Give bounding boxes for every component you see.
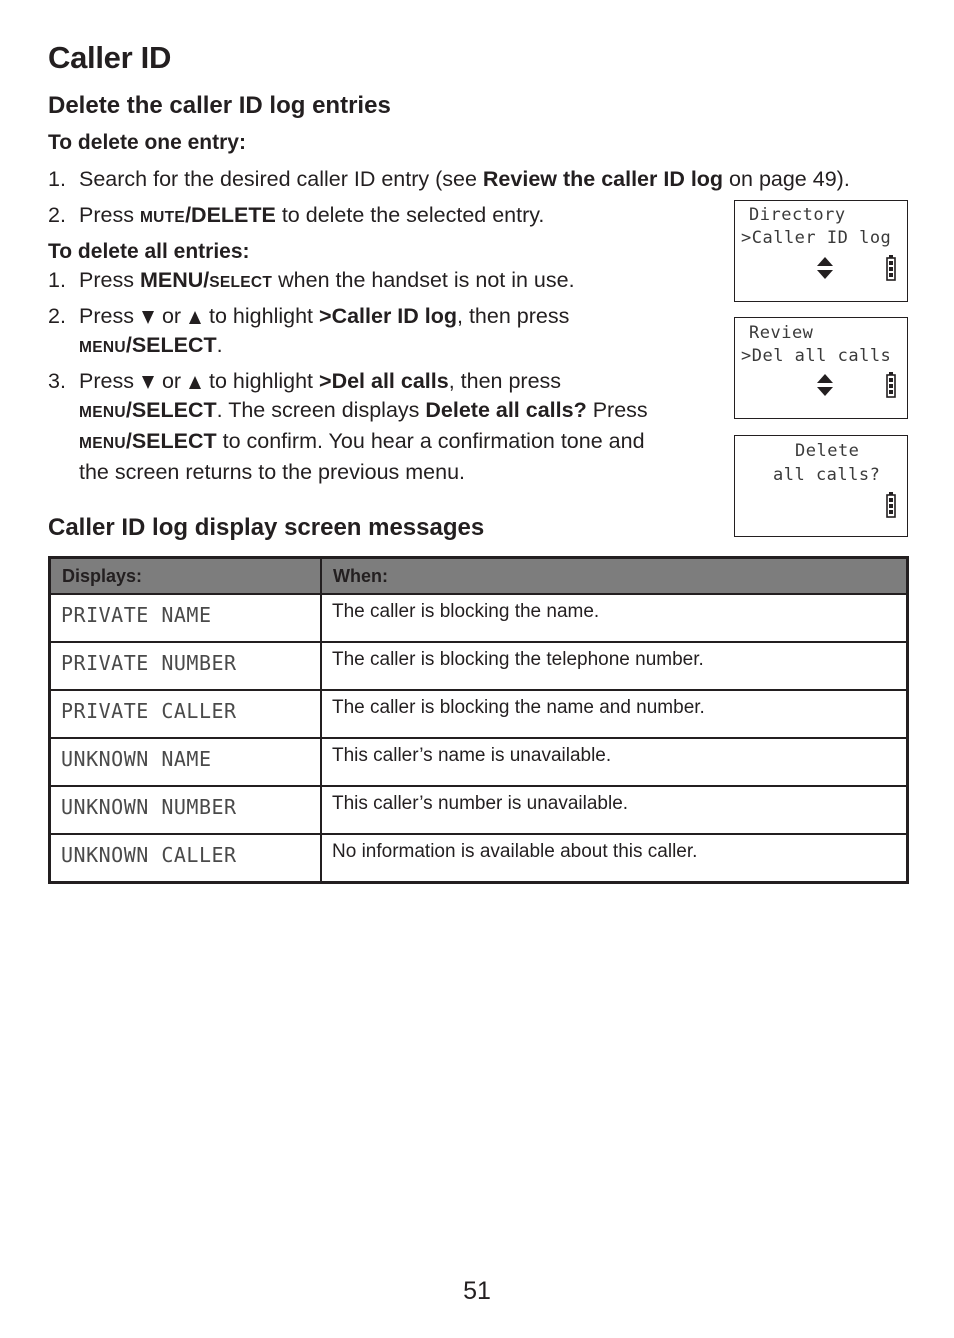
battery-icon [886,255,896,281]
display-cell: UNKNOWN CALLER [50,834,322,883]
column-header-when: When: [321,558,908,595]
step-text: Press or to highlight >Caller ID log, then press MENU/SELECT. [79,304,570,357]
step-all-3 [48,367,728,487]
lcd-line-1: Review [749,323,814,343]
table-row [50,834,908,883]
column-header-displays: Displays: [50,558,322,595]
step-all-2 [48,302,708,362]
step-text: Search for the desired caller ID entry (see Review the caller ID log on page 49). [79,167,850,191]
step-number: 3. [48,369,66,393]
display-cell: UNKNOWN NUMBER [50,786,322,834]
display-cell: PRIVATE CALLER [50,690,322,738]
step-number: 1. [48,167,66,191]
page-number: 51 [463,1277,491,1305]
up-arrow-icon [189,376,201,389]
battery-icon [886,492,896,518]
when-cell: This caller’s name is unavailable. [321,738,908,786]
down-arrow-icon [142,311,154,324]
up-arrow-icon [189,311,201,324]
when-cell: The caller is blocking the telephone number. [321,642,908,690]
step-text: Press MENU/SELECT when the handset is not in use. [79,268,575,292]
table-row [50,642,908,690]
lcd-screen-review [734,317,908,419]
display-cell: UNKNOWN NAME [50,738,322,786]
table-row [50,690,908,738]
when-cell: The caller is blocking the name. [321,594,908,642]
step-number: 1. [48,268,66,292]
step-text: Press MUTE/DELETE to delete the selected entry. [79,203,545,227]
up-down-arrow-icon [817,374,833,396]
section-heading-messages: Caller ID log display screen messages [48,514,485,541]
subheading-one-entry: To delete one entry: [48,131,246,154]
section-heading-delete: Delete the caller ID log entries [48,92,391,119]
table-row [50,594,908,642]
step-number: 2. [48,203,66,227]
when-cell: This caller’s number is unavailable. [321,786,908,834]
lcd-line-1: Delete [795,441,860,461]
battery-icon [886,372,896,398]
display-cell: PRIVATE NUMBER [50,642,322,690]
lcd-line-2: >Caller ID log [741,228,892,248]
lcd-line-1: Directory [749,205,846,225]
messages-table [48,556,909,884]
when-cell: The caller is blocking the name and number. [321,690,908,738]
down-arrow-icon [142,376,154,389]
table-header-row [50,558,908,595]
lcd-line-2: all calls? [773,465,881,485]
lcd-screen-delete-confirm [734,435,908,537]
page-title: Caller ID [48,40,172,75]
table-row [50,786,908,834]
display-cell: PRIVATE NAME [50,594,322,642]
step-number: 2. [48,304,66,328]
up-down-arrow-icon [817,257,833,279]
step-text: Press or to highlight >Del all calls, then press MENU/SELECT. The screen displays Delete all calls? Press MENU/SELECT to confirm. You hear a confirmation tone and the screen returns to the previous menu. [79,369,648,484]
table-row [50,738,908,786]
when-cell: No information is available about this caller. [321,834,908,883]
lcd-screen-directory [734,200,908,302]
subheading-all-entries: To delete all entries: [48,240,250,263]
lcd-line-2: >Del all calls [741,346,892,366]
